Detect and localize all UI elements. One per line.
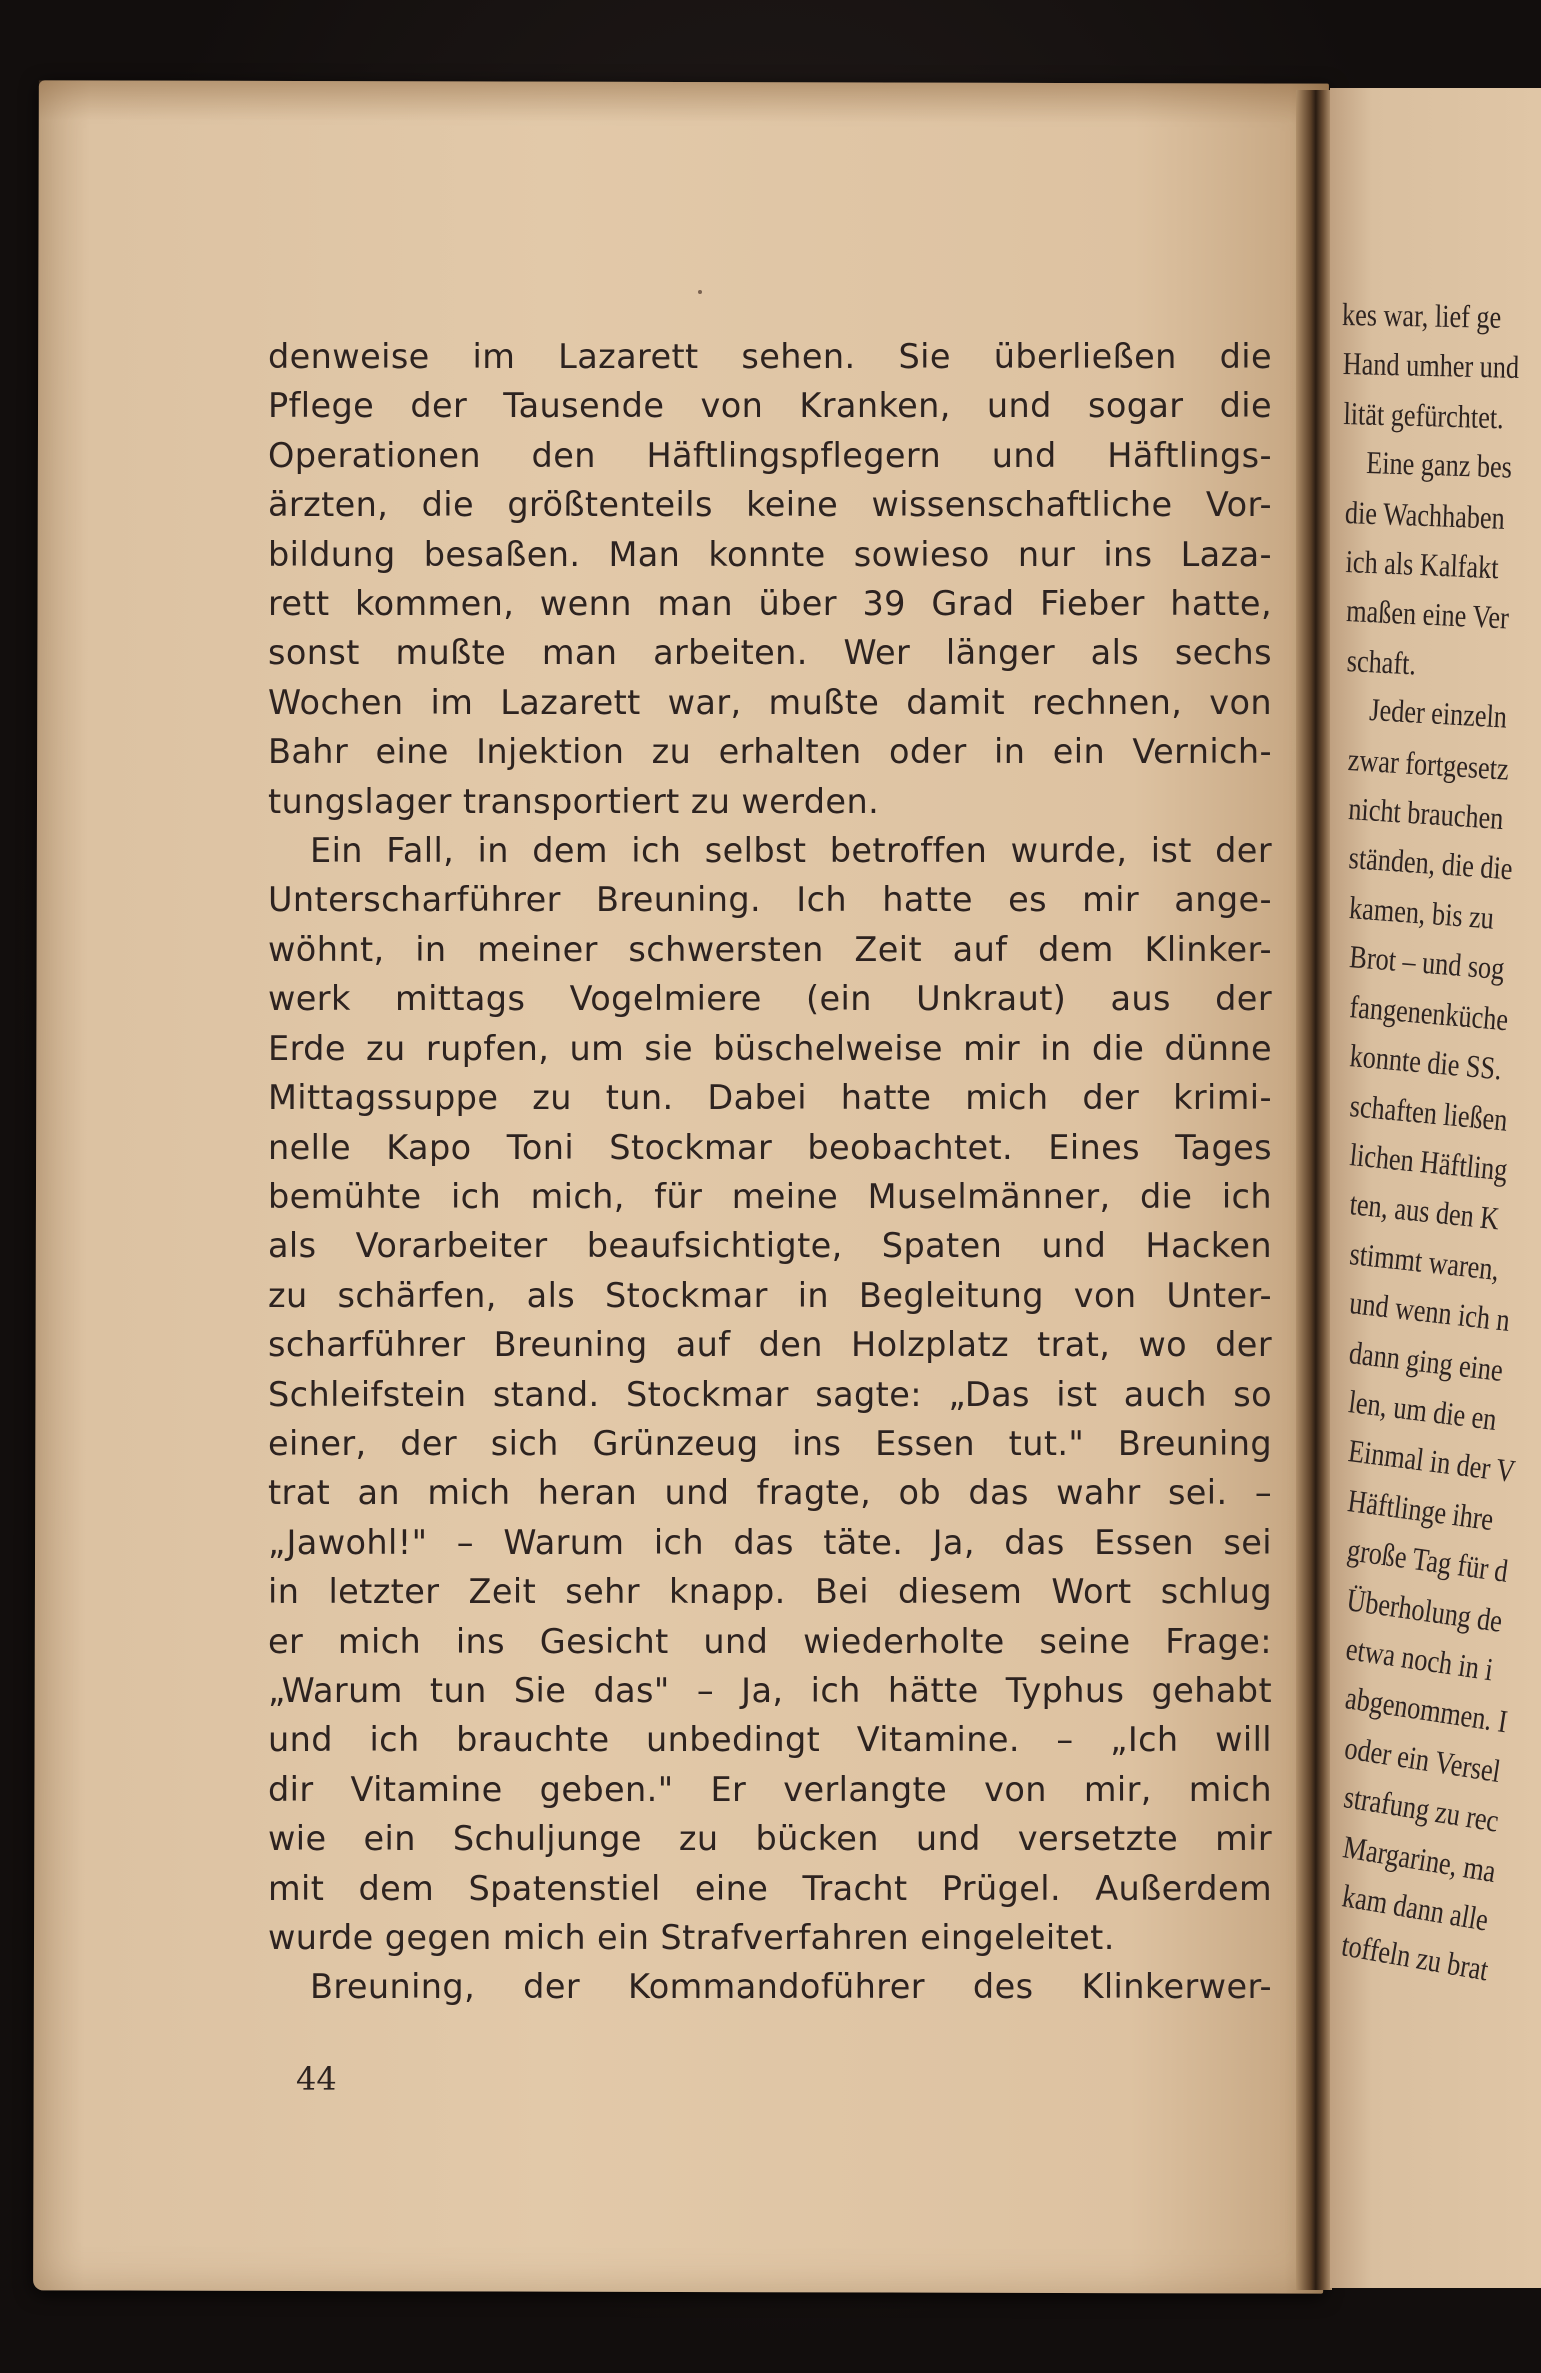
page-number: 44 bbox=[296, 2060, 337, 2098]
text-line: mit dem Spatenstiel eine Tracht Prügel. Außerdem bbox=[268, 1868, 1272, 1908]
right-page-text bbox=[1338, 290, 1541, 1988]
text-line: ich als Kalfakt bbox=[1344, 543, 1500, 586]
text-line: nelle Kapo Toni Stockmar beobachtet. Eines Tages bbox=[268, 1127, 1272, 1167]
text-line: zwar fortgesetz bbox=[1346, 740, 1510, 787]
text-line: toffeln zu brat bbox=[1338, 1926, 1492, 1988]
text-line: lität gefürchtet. bbox=[1343, 394, 1505, 436]
text-line: Pflege der Tausende von Kranken, und sogar die bbox=[268, 386, 1272, 426]
paragraph bbox=[268, 826, 1272, 1962]
text-line: Wochen im Lazarett war, mußte damit rechnen, von bbox=[268, 682, 1272, 722]
text-line: abgenommen. I bbox=[1343, 1679, 1510, 1740]
text-line: Ein Fall, in dem ich selbst betroffen wurde, ist der bbox=[310, 831, 1272, 871]
text-line: Unterscharführer Breuning. Ich hatte es mir ange- bbox=[268, 880, 1272, 920]
text-line: wurde gegen mich ein Strafverfahren eingeleitet. bbox=[268, 1918, 1115, 1957]
text-line: ärzten, die größtenteils keine wissenschaftliche Vor- bbox=[268, 485, 1272, 525]
text-line: tungslager transportiert zu werden. bbox=[268, 781, 880, 821]
text-line: Hand umher und bbox=[1342, 345, 1520, 386]
paragraph bbox=[268, 332, 1272, 826]
text-line: Bahr eine Injektion zu erhalten oder in ein Vernich- bbox=[268, 732, 1272, 772]
text-line: sonst mußte man arbeiten. Wer länger als sechs bbox=[268, 633, 1272, 673]
text-line: Breuning, der Kommandoführer des Klinkerwer- bbox=[310, 1967, 1272, 2007]
text-line: denweise im Lazarett sehen. Sie überließen die bbox=[268, 337, 1272, 376]
text-line: große Tag für d bbox=[1345, 1531, 1511, 1589]
text-line: und ich brauchte unbedingt Vitamine. – „Ich will bbox=[268, 1720, 1272, 1760]
text-line: einer, der sich Grünzeug ins Essen tut." Breuning bbox=[268, 1423, 1272, 1463]
text-line: dir Vitamine geben." Er verlangte von mir, mich bbox=[268, 1769, 1272, 1809]
text-line: bildung besaßen. Man konnte sowieso nur ins Laza- bbox=[268, 534, 1272, 574]
text-line: konnte die SS. bbox=[1348, 1037, 1504, 1087]
text-line: strafung zu rec bbox=[1341, 1778, 1502, 1839]
text-line: rett kommen, wenn man über 39 Grad Fieber hatte, bbox=[268, 584, 1272, 624]
text-line: lichen Häftling bbox=[1348, 1135, 1510, 1188]
left-page-text bbox=[268, 332, 1272, 2012]
paragraph bbox=[268, 1962, 1272, 2011]
text-line: schaften ließen bbox=[1348, 1086, 1510, 1138]
text-line: wöhnt, in meiner schwersten Zeit auf dem Klinker- bbox=[268, 929, 1272, 969]
text-line: „Warum tun Sie das" – Ja, ich hätte Typhus gehabt bbox=[268, 1670, 1272, 1710]
text-line: Brot – und sog bbox=[1348, 938, 1506, 987]
text-line: Eine ganz bes bbox=[1365, 444, 1513, 485]
text-line: wie ein Schuljunge zu bücken und versetzte mir bbox=[268, 1819, 1272, 1859]
text-line: Häftlinge ihre bbox=[1345, 1481, 1496, 1537]
text-line: in letzter Zeit sehr knapp. Bei diesem Wort schlug bbox=[268, 1572, 1272, 1612]
text-line: bemühte ich mich, für meine Muselmänner, die ich bbox=[268, 1176, 1272, 1216]
text-line: „Jawohl!" – Warum ich das täte. Ja, das Essen sei bbox=[268, 1522, 1272, 1562]
text-line: Jeder einzeln bbox=[1368, 691, 1509, 735]
text-line: die Wachhaben bbox=[1344, 493, 1506, 536]
text-line: und wenn ich n bbox=[1347, 1284, 1512, 1339]
text-line: oder ein Versel bbox=[1342, 1729, 1503, 1789]
text-line: Überholung de bbox=[1344, 1580, 1505, 1639]
text-line: nicht brauchen bbox=[1347, 790, 1505, 837]
text-line: Einmal in der V bbox=[1346, 1432, 1518, 1490]
text-line: fangenenküche bbox=[1348, 987, 1510, 1037]
text-line: len, um die en bbox=[1346, 1383, 1499, 1437]
text-line: ständen, die die bbox=[1347, 839, 1514, 887]
text-line: trat an mich heran und fragte, ob das wahr sei. – bbox=[268, 1473, 1272, 1513]
text-line: maßen eine Ver bbox=[1345, 592, 1510, 636]
text-line: Erde zu rupfen, um sie büschelweise mir in die dünne bbox=[268, 1028, 1272, 1068]
text-line: ten, aus den K bbox=[1348, 1185, 1502, 1237]
text-line: stimmt waren, bbox=[1347, 1234, 1502, 1287]
text-line: Mittagssuppe zu tun. Dabei hatte mich der krimi- bbox=[268, 1078, 1272, 1118]
text-line: kamen, bis zu bbox=[1348, 888, 1496, 936]
text-line: werk mittags Vogelmiere (ein Unkraut) aus der bbox=[268, 979, 1272, 1019]
text-line: zu schärfen, als Stockmar in Begleitung von Unter- bbox=[268, 1275, 1272, 1315]
text-line: als Vorarbeiter beaufsichtigte, Spaten und Hacken bbox=[268, 1226, 1272, 1266]
paper-speck bbox=[698, 290, 702, 294]
text-line: dann ging eine bbox=[1347, 1333, 1505, 1388]
text-line: Operationen den Häftlingspflegern und Häftlings- bbox=[268, 435, 1272, 475]
text-line: kam dann alle bbox=[1339, 1877, 1492, 1938]
book-spine bbox=[1296, 90, 1332, 2290]
text-line: schaft. bbox=[1346, 641, 1417, 682]
text-line: er mich ins Gesicht und wiederholte seine Frage: bbox=[268, 1621, 1272, 1661]
text-line: Margarine, ma bbox=[1340, 1827, 1499, 1889]
text-line: etwa noch in i bbox=[1343, 1630, 1496, 1688]
text-line: scharführer Breuning auf den Holzplatz trat, wo der bbox=[268, 1325, 1272, 1365]
text-line: Schleifstein stand. Stockmar sagte: „Das ist auch so bbox=[268, 1374, 1272, 1414]
text-line: kes war, lief ge bbox=[1341, 296, 1502, 335]
